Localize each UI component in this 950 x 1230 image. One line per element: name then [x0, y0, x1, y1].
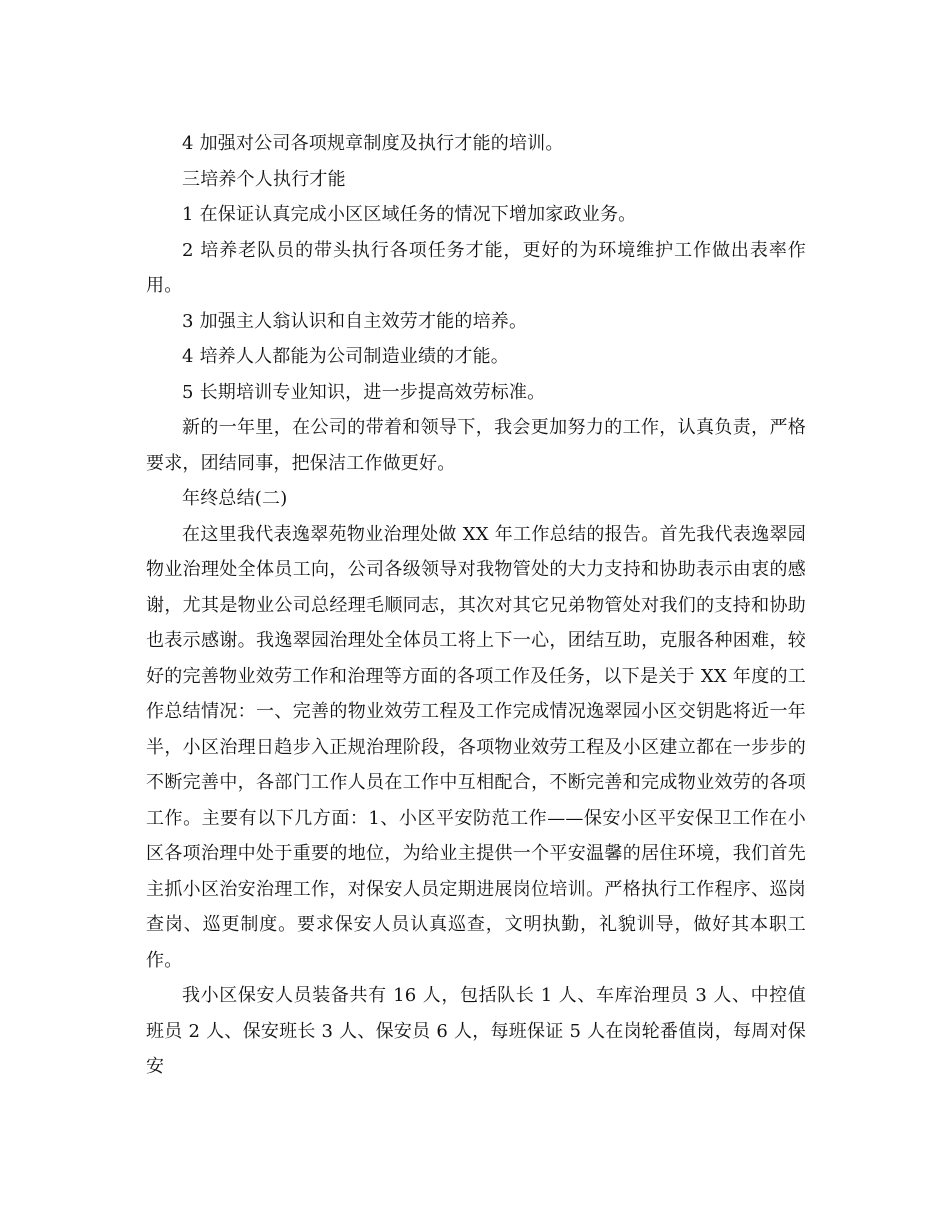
section-heading-personal-skills: 三培养个人执行才能: [182, 168, 346, 190]
paragraph-new-year: 新的一年里，在公司的带着和领导下，我会更加努力的工作，认真负责，严格要求，团结同事，把保洁工作做更好。: [146, 417, 806, 474]
paragraph-long-term-training: 5 长期培训专业知识，进一步提高效劳标准。: [182, 381, 546, 403]
paragraph-security-staff: 我小区保安人员装备共有 16 人，包括队长 1 人、车库治理员 3 人、中控值班员 2 人、保安班长 3 人、保安员 6 人，每班保证 5 人在岗轮番值岗，每周对保安: [146, 985, 806, 1077]
paragraph-housekeeping: 1 在保证认真完成小区区域任务的情况下增加家政业务。: [182, 204, 637, 225]
paragraph-performance: 4 培养人人都能为公司制造业绩的才能。: [182, 346, 509, 367]
paragraph-veteran-staff: 2 培养老队员的带头执行各项任务才能，更好的为环境维护工作做出表率作用。: [146, 239, 806, 296]
document-body: [146, 126, 806, 1085]
paragraph-report-intro: 在这里我代表逸翠苑物业治理处做 XX 年工作总结的报告。首先我代表逸翠园物业治理处全体员工向，公司各级领导对我物管处的大力支持和协助表示由衷的感谢，尤其是物业公司总经理毛顺同志，其次对其它兄弟物管处对我们的支持和协助也表示感谢。我逸翠园治理处全体员工将上下一心，团结互助，克服各种困难，较好的完善物业效劳工作和治理等方面的各项工作及任务，以下是关于 XX 年度的工作总结情况：一、完善的物业效劳工程及工作完成情况逸翠园小区交钥匙将近一年半，小区治理日趋步入正规治理阶段，各项物业效劳工程及小区建立都在一步步的不断完善中，各部门工作人员在工作中互相配合，不断完善和完成物业效劳的各项工作。主要有以下几方面：1、小区平安防范工作——保安小区平安保卫工作在小区各项治理中处于重要的地位，为给业主提供一个平安温馨的居住环境，我们首先主抓小区治安治理工作，对保安人员定期进展岗位培训。严格执行工作程序、巡岗查岗、巡更制度。要求保安人员认真巡查，文明执勤，礼貌训导，做好其本职工作。: [146, 523, 806, 971]
paragraph-training-rules: 4 加强对公司各项规章制度及执行才能的培训。: [182, 133, 564, 154]
paragraph-ownership: 3 加强主人翁认识和自主效劳才能的培养。: [182, 310, 528, 332]
section-heading-year-end-summary-2: 年终总结(二): [182, 488, 288, 509]
